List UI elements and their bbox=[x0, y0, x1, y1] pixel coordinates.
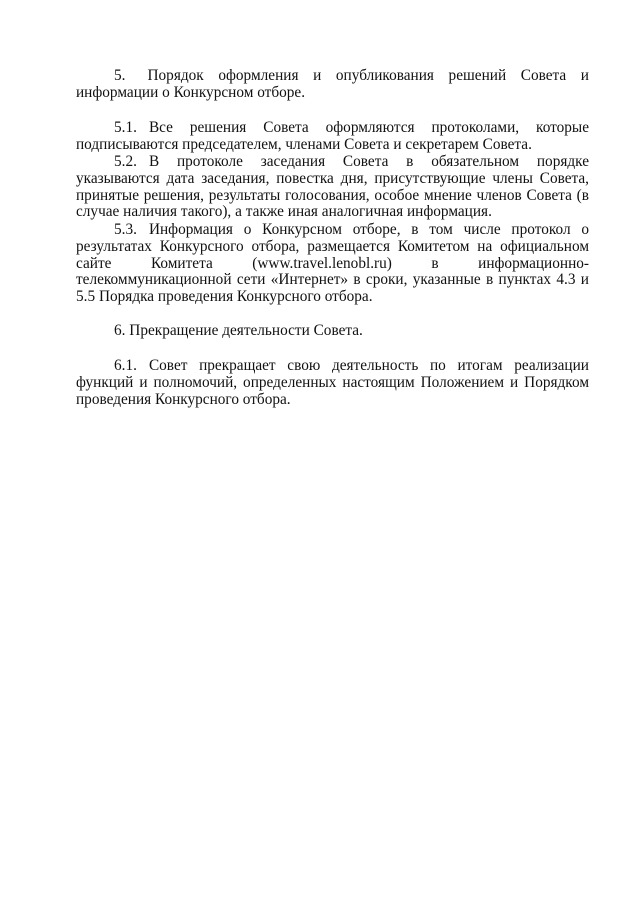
paragraph-5-2 bbox=[76, 154, 589, 221]
paragraph-5-2-number: 5.2. bbox=[114, 153, 137, 170]
paragraph-5-3-text: Информация о Конкурсном отборе, в том числе протокол о результатах Конкурсного отбора, размещается Комитетом на официальном сайте Комитета (www.travel.lenobl.ru) в информационно-телекоммуникационной сети «Интернет» в сроки, указанные в пунктах 4.3 и 5.5 Порядка проведения Конкурсного отбора. bbox=[76, 221, 589, 306]
paragraph-5-2-text: В протоколе заседания Совета в обязательном порядке указываются дата заседания, повестка дня, присутствующие члены Совета, принятые решения, результаты голосования, особое мнение членов Совета (в случае наличия такого), а также иная аналогичная информация. bbox=[76, 153, 589, 221]
paragraph-5-1 bbox=[76, 120, 589, 154]
paragraph-5-1-text: Все решения Совета оформляются протоколами, которые подписываются председателем, членами Совета и секретарем Совета. bbox=[76, 119, 589, 153]
paragraph-6-1-text: Совет прекращает свою деятельность по итогам реализации функций и полномочий, определенных настоящим Положением и Порядком проведения Конкурсного отбора. bbox=[76, 357, 589, 408]
paragraph-5-1-number: 5.1. bbox=[114, 119, 137, 136]
section-5-heading bbox=[76, 68, 589, 102]
section-6-heading: 6. Прекращение деятельности Совета. bbox=[114, 322, 363, 339]
paragraph-6-1-number: 6.1. bbox=[114, 357, 137, 374]
paragraph-6-1 bbox=[76, 358, 589, 408]
paragraph-5-3 bbox=[76, 222, 589, 306]
section-5-title: Порядок оформления и опубликования решений Совета и информации о Конкурсном отборе. bbox=[76, 67, 589, 101]
paragraph-5-3-number: 5.3. bbox=[114, 221, 137, 238]
section-5-number: 5. bbox=[114, 67, 126, 84]
